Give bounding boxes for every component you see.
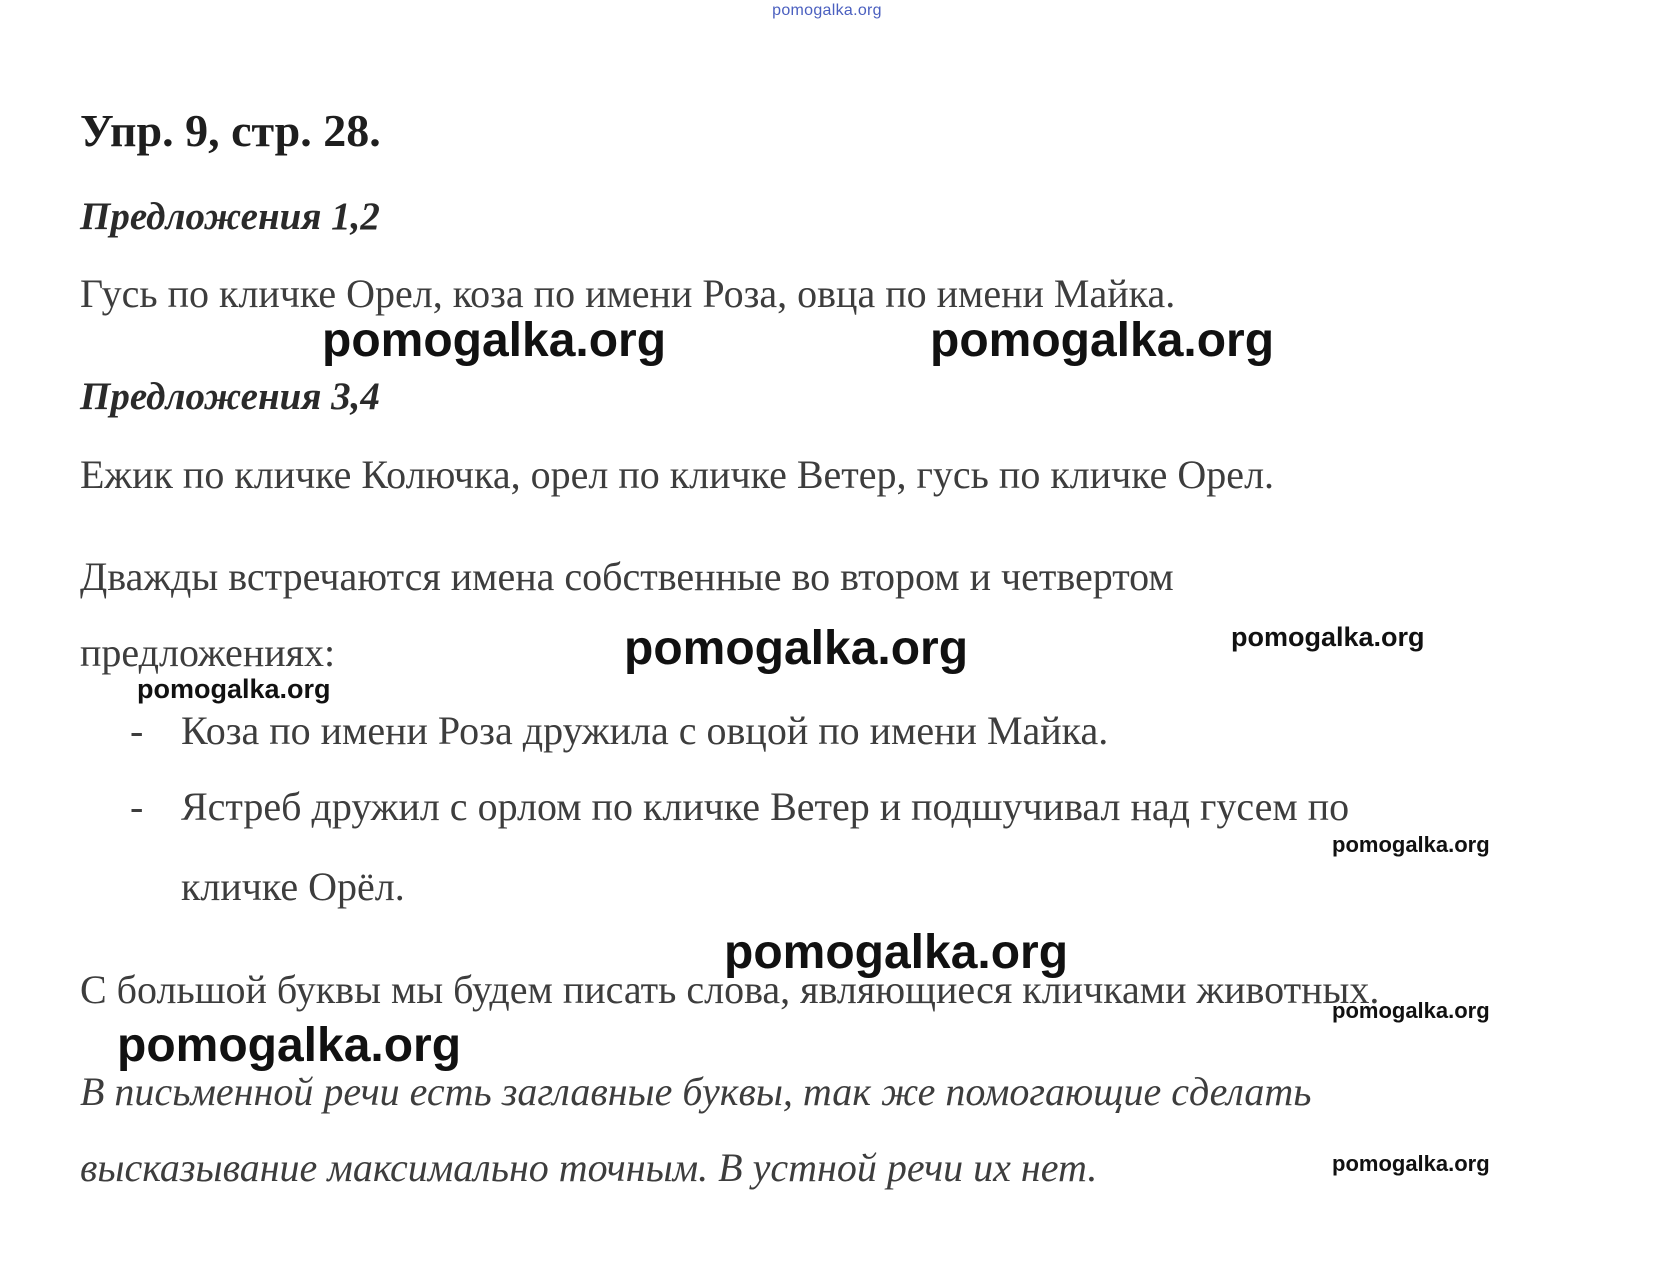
- italic-note-line2: высказывание максимально точным. В устной речи их нет.: [80, 1145, 1098, 1190]
- section2-heading: Предложения 3,4: [80, 375, 380, 418]
- bullet-text: Коза по имени Роза дружила с овцой по имени Майка.: [181, 708, 1109, 753]
- watermark: pomogalka.org: [1231, 622, 1425, 652]
- italic-note-line1: В письменной речи есть заглавные буквы, так же помогающие сделать: [80, 1069, 1312, 1114]
- watermark: pomogalka.org: [930, 314, 1275, 367]
- section1-heading: Предложения 1,2: [80, 195, 380, 238]
- bullet-dash: -: [130, 708, 144, 753]
- watermark: pomogalka.org: [1332, 998, 1490, 1023]
- bullet-dash: -: [130, 784, 144, 829]
- conclusion-text: С большой буквы мы будем писать слова, являющиеся кличками животных.: [80, 967, 1380, 1012]
- paragraph-line1: Дважды встречаются имена собственные во втором и четвертом: [80, 554, 1174, 599]
- watermark: pomogalka.org: [322, 314, 667, 367]
- top-watermark: pomogalka.org: [772, 2, 882, 19]
- watermark: pomogalka.org: [1332, 832, 1490, 857]
- bullet-text: Ястреб дружил с орлом по кличке Ветер и подшучивал над гусем по: [181, 784, 1350, 829]
- exercise-title: Упр. 9, стр. 28.: [80, 105, 381, 156]
- bullet-text-continuation: кличке Орёл.: [181, 864, 405, 909]
- paragraph-line2: предложениях:: [80, 630, 336, 675]
- watermark: pomogalka.org: [137, 674, 331, 704]
- watermark: pomogalka.org: [724, 926, 1069, 979]
- section2-text: Ежик по кличке Колючка, орел по кличке Ветер, гусь по кличке Орел.: [80, 452, 1275, 497]
- watermark: pomogalka.org: [1332, 1151, 1490, 1176]
- section1-text: Гусь по кличке Орел, коза по имени Роза, овца по имени Майка.: [80, 271, 1176, 316]
- watermark: pomogalka.org: [117, 1019, 462, 1072]
- watermark: pomogalka.org: [624, 622, 969, 675]
